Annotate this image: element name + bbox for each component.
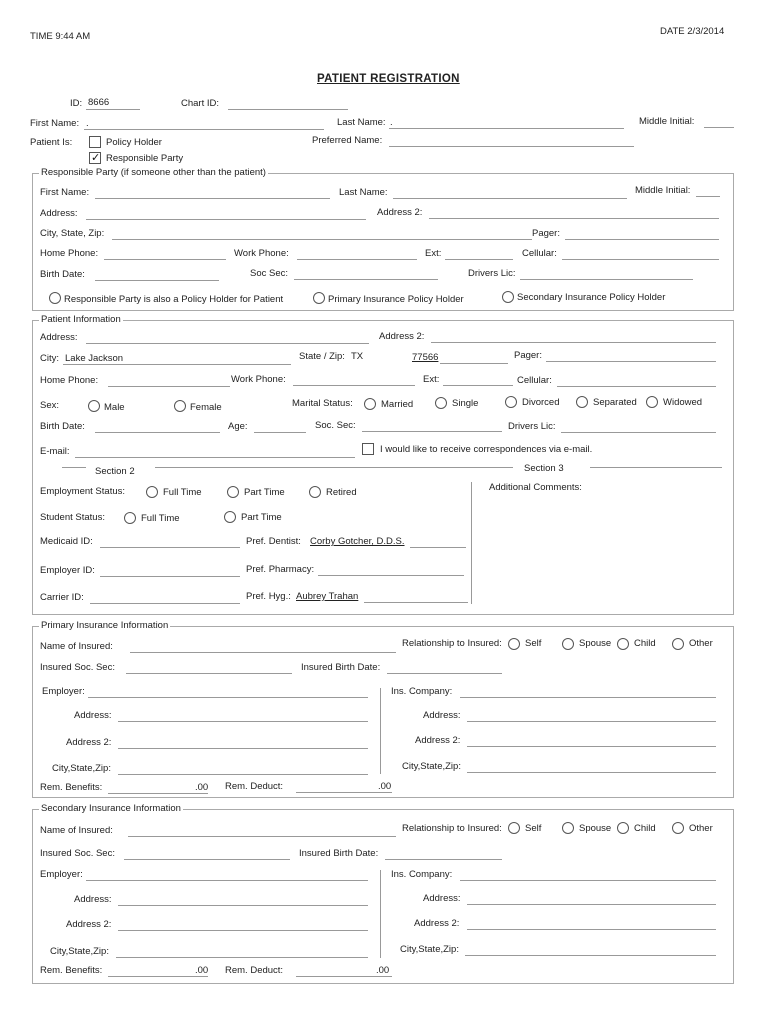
sec-self-radio[interactable] xyxy=(508,822,520,834)
rp-soc-sec-field[interactable] xyxy=(294,279,438,280)
sec-self-label: Self xyxy=(525,823,542,834)
pri-name-insured-field[interactable] xyxy=(130,652,396,653)
pri-ins-company-field[interactable] xyxy=(460,697,716,698)
pri-ins-address2-field[interactable] xyxy=(467,746,716,747)
sec-ins-address2-field[interactable] xyxy=(467,929,716,930)
rp-home-phone-label: Home Phone: xyxy=(40,248,99,259)
responsible-party-label: Responsible Party xyxy=(106,153,184,164)
pt-email-opt-checkbox[interactable] xyxy=(362,443,374,455)
policy-holder-label: Policy Holder xyxy=(106,137,162,148)
pri-rem-benefits-line xyxy=(108,793,208,794)
student-full-time-label: Full Time xyxy=(141,513,180,524)
page-title: PATIENT REGISTRATION xyxy=(317,73,460,85)
rp-pager-label: Pager: xyxy=(532,228,560,239)
pt-city-label: City: xyxy=(40,353,59,364)
pt-married-label: Married xyxy=(381,399,414,410)
pri-self-radio[interactable] xyxy=(508,638,520,650)
pri-birth-date-field[interactable] xyxy=(387,673,502,674)
pt-state-zip-label: State / Zip: xyxy=(299,351,345,362)
pt-email-opt-label: I would like to receive correspondences via e-mail. xyxy=(380,444,593,455)
pt-male-radio[interactable] xyxy=(88,400,100,412)
sec-child-label: Child xyxy=(634,823,656,834)
pt-pager-label: Pager: xyxy=(514,350,542,361)
student-part-time-radio[interactable] xyxy=(224,511,236,523)
pri-ins-address-label: Address: xyxy=(423,710,461,721)
middle-initial-field[interactable] xyxy=(704,127,734,128)
id-label: ID: xyxy=(70,98,83,109)
pref-hyg-line xyxy=(364,602,468,603)
sec-address-label: Address: xyxy=(74,894,112,905)
pt-city-line xyxy=(63,364,291,365)
medicaid-id-field[interactable] xyxy=(100,547,240,548)
rp-work-phone-label: Work Phone: xyxy=(234,248,289,259)
pt-separated-radio[interactable] xyxy=(576,396,588,408)
rp-drivers-lic-label: Drivers Lic: xyxy=(468,268,516,279)
pt-email-field[interactable] xyxy=(75,457,355,458)
pt-address2-field[interactable] xyxy=(431,342,716,343)
time-stamp: TIME 9:44 AM xyxy=(30,31,91,42)
pt-zip-value[interactable]: 77566 xyxy=(412,352,439,363)
rp-city-label: City, State, Zip: xyxy=(40,228,105,239)
sec-ins-company-label: Ins. Company: xyxy=(391,869,453,880)
patient-info-legend: Patient Information xyxy=(41,314,121,325)
pt-cellular-label: Cellular: xyxy=(517,375,552,386)
pt-widowed-radio[interactable] xyxy=(646,396,658,408)
employment-full-time-radio[interactable] xyxy=(146,486,158,498)
chart-id-field[interactable] xyxy=(228,109,348,110)
pri-soc-sec-label: Insured Soc. Sec: xyxy=(40,662,115,673)
pri-rem-benefits-label: Rem. Benefits: xyxy=(40,782,103,793)
pri-ins-company-label: Ins. Company: xyxy=(391,686,453,697)
pri-rem-benefits-value[interactable]: .00 xyxy=(195,782,209,793)
pref-pharmacy-field[interactable] xyxy=(318,575,464,576)
last-name-line xyxy=(389,128,624,129)
pref-hyg-value[interactable]: Aubrey Trahan xyxy=(296,591,359,602)
employment-retired-radio[interactable] xyxy=(309,486,321,498)
last-name-label: Last Name: xyxy=(337,117,386,128)
rp-ext-label: Ext: xyxy=(425,248,442,259)
pt-zip-line xyxy=(440,363,508,364)
employer-id-field[interactable] xyxy=(100,576,240,577)
additional-comments-area[interactable] xyxy=(488,496,716,602)
pri-city-label: City,State,Zip: xyxy=(52,763,111,774)
sec-spouse-label: Spouse xyxy=(579,823,612,834)
sec-city-label: City,State,Zip: xyxy=(50,946,109,957)
sec-soc-sec-label: Insured Soc. Sec: xyxy=(40,848,115,859)
sec-ins-address-field[interactable] xyxy=(467,904,716,905)
pri-address2-label: Address 2: xyxy=(66,737,112,748)
rp-last-name-field[interactable] xyxy=(393,198,627,199)
pri-address-field[interactable] xyxy=(118,721,368,722)
sec-rem-deduct-value[interactable]: .00 xyxy=(376,965,390,976)
pt-home-phone-label: Home Phone: xyxy=(40,375,99,386)
date-stamp: DATE 2/3/2014 xyxy=(660,26,725,37)
chart-id-label: Chart ID: xyxy=(181,98,220,109)
pt-age-label: Age: xyxy=(228,421,248,432)
sec-soc-sec-field[interactable] xyxy=(124,859,290,860)
pt-female-label: Female xyxy=(190,402,222,413)
pt-divorced-label: Divorced xyxy=(522,397,560,408)
pri-ins-address-field[interactable] xyxy=(467,721,716,722)
sec-rem-benefits-line xyxy=(108,976,208,977)
rp-primary-label: Primary Insurance Policy Holder xyxy=(328,294,464,305)
pri-divider xyxy=(380,688,381,774)
pt-marital-label: Marital Status: xyxy=(292,398,353,409)
rp-secondary-radio[interactable] xyxy=(502,291,514,303)
pri-employer-label: Employer: xyxy=(42,686,85,697)
rp-address2-field[interactable] xyxy=(429,218,719,219)
sec-ins-address-label: Address: xyxy=(423,893,461,904)
sec-ins-city-label: City,State,Zip: xyxy=(400,944,459,955)
sec-birth-date-label: Insured Birth Date: xyxy=(299,848,379,859)
sec-child-radio[interactable] xyxy=(617,822,629,834)
preferred-name-field[interactable] xyxy=(389,146,634,147)
student-full-time-radio[interactable] xyxy=(124,512,136,524)
pri-birth-date-label: Insured Birth Date: xyxy=(301,662,381,673)
section-divider xyxy=(471,482,472,604)
pt-pager-field[interactable] xyxy=(546,361,716,362)
pt-married-radio[interactable] xyxy=(364,398,376,410)
pt-drivers-lic-label: Drivers Lic: xyxy=(508,421,556,432)
sec-ins-company-field[interactable] xyxy=(460,880,716,881)
employment-full-time-label: Full Time xyxy=(163,487,202,498)
pt-soc-sec-field[interactable] xyxy=(362,431,502,432)
pt-single-radio[interactable] xyxy=(435,397,447,409)
pri-other-radio[interactable] xyxy=(672,638,684,650)
pref-dentist-value[interactable]: Corby Gotcher, D.D.S. xyxy=(310,536,405,547)
pt-male-label: Male xyxy=(104,402,125,413)
rp-cellular-label: Cellular: xyxy=(522,248,557,259)
pt-home-phone-field[interactable] xyxy=(108,386,230,387)
pri-ins-city-label: City,State,Zip: xyxy=(402,761,461,772)
medicaid-id-label: Medicaid ID: xyxy=(40,536,93,547)
sec-divider xyxy=(380,870,381,958)
patient-is-label: Patient Is: xyxy=(30,137,73,148)
pt-birth-date-label: Birth Date: xyxy=(40,421,85,432)
rp-city-field[interactable] xyxy=(112,239,532,240)
pt-address-field[interactable] xyxy=(86,343,369,344)
rp-address-field[interactable] xyxy=(86,219,366,220)
sec-address-field[interactable] xyxy=(118,905,368,906)
sec-name-insured-label: Name of Insured: xyxy=(40,825,113,836)
pt-widowed-label: Widowed xyxy=(663,397,703,408)
pt-address-label: Address: xyxy=(40,332,78,343)
section3-rule xyxy=(590,467,722,468)
pt-ext-label: Ext: xyxy=(423,374,440,385)
id-line xyxy=(86,109,140,110)
pt-sex-label: Sex: xyxy=(40,400,60,411)
section2-rule-left xyxy=(62,467,86,468)
rp-first-name-label: First Name: xyxy=(40,187,90,198)
pt-city-value[interactable]: Lake Jackson xyxy=(65,353,124,364)
preferred-name-label: Preferred Name: xyxy=(312,135,383,146)
rp-birth-date-field[interactable] xyxy=(95,280,219,281)
pri-ins-city-field[interactable] xyxy=(467,772,716,773)
pref-dentist-line xyxy=(410,547,466,548)
pt-divorced-radio[interactable] xyxy=(505,396,517,408)
rp-policy-holder-radio[interactable] xyxy=(49,292,61,304)
sec-spouse-radio[interactable] xyxy=(562,822,574,834)
sec-birth-date-field[interactable] xyxy=(385,859,502,860)
pt-drivers-lic-field[interactable] xyxy=(561,432,716,433)
employment-retired-label: Retired xyxy=(326,487,357,498)
secondary-insurance-legend: Secondary Insurance Information xyxy=(41,803,181,814)
pt-separated-label: Separated xyxy=(593,397,637,408)
rp-drivers-lic-field[interactable] xyxy=(520,279,693,280)
sec-address2-label: Address 2: xyxy=(66,919,112,930)
last-name-value[interactable]: . xyxy=(390,117,393,128)
sec-rem-benefits-label: Rem. Benefits: xyxy=(40,965,103,976)
middle-initial-label: Middle Initial: xyxy=(639,116,695,127)
sec-city-field[interactable] xyxy=(116,957,368,958)
first-name-label: First Name: xyxy=(30,118,80,129)
sec-rem-benefits-value[interactable]: .00 xyxy=(195,965,209,976)
first-name-value[interactable]: . xyxy=(86,118,89,129)
rp-last-name-label: Last Name: xyxy=(339,187,388,198)
sec-ins-address2-label: Address 2: xyxy=(414,918,460,929)
student-status-label: Student Status: xyxy=(40,512,105,523)
rp-primary-radio[interactable] xyxy=(313,292,325,304)
responsible-party-checkbox[interactable] xyxy=(89,152,101,164)
pt-age-field[interactable] xyxy=(254,432,306,433)
policy-holder-checkbox[interactable] xyxy=(89,136,101,148)
pt-soc-sec-label: Soc. Sec: xyxy=(315,420,356,431)
sec-employer-label: Employer: xyxy=(40,869,83,880)
sec-relationship-label: Relationship to Insured: xyxy=(402,823,502,834)
student-part-time-label: Part Time xyxy=(241,512,282,523)
rp-middle-initial-label: Middle Initial: xyxy=(635,185,691,196)
primary-insurance-legend: Primary Insurance Information xyxy=(41,620,169,631)
employment-status-label: Employment Status: xyxy=(40,486,126,497)
first-name-line xyxy=(84,129,324,130)
pri-other-label: Other xyxy=(689,638,713,649)
section2-rule-right xyxy=(155,467,513,468)
pt-email-label: E-mail: xyxy=(40,446,70,457)
sec-other-label: Other xyxy=(689,823,713,834)
pt-female-radio[interactable] xyxy=(174,400,186,412)
pri-relationship-label: Relationship to Insured: xyxy=(402,638,502,649)
rp-home-phone-field[interactable] xyxy=(104,259,226,260)
pt-work-phone-field[interactable] xyxy=(293,385,415,386)
pt-address2-label: Address 2: xyxy=(379,331,425,342)
id-value[interactable]: 8666 xyxy=(88,97,110,108)
rp-middle-initial-field[interactable] xyxy=(696,196,720,197)
pri-rem-deduct-label: Rem. Deduct: xyxy=(225,781,284,792)
sec-address2-field[interactable] xyxy=(118,930,368,931)
carrier-id-field[interactable] xyxy=(90,603,240,604)
rp-soc-sec-label: Soc Sec: xyxy=(250,268,289,279)
sec-other-radio[interactable] xyxy=(672,822,684,834)
rp-ext-field[interactable] xyxy=(445,259,513,260)
pref-hyg-label: Pref. Hyg.: xyxy=(246,591,291,602)
pt-state-value[interactable]: TX xyxy=(351,351,364,362)
pri-self-label: Self xyxy=(525,638,542,649)
pt-work-phone-label: Work Phone: xyxy=(231,374,286,385)
pri-address2-field[interactable] xyxy=(118,748,368,749)
pt-birth-date-field[interactable] xyxy=(95,432,220,433)
pri-ins-address2-label: Address 2: xyxy=(415,735,461,746)
pri-spouse-label: Spouse xyxy=(579,638,612,649)
pri-child-radio[interactable] xyxy=(617,638,629,650)
rp-pager-field[interactable] xyxy=(565,239,719,240)
carrier-id-label: Carrier ID: xyxy=(40,592,84,603)
pri-name-insured-label: Name of Insured: xyxy=(40,641,113,652)
pt-cellular-field[interactable] xyxy=(557,386,716,387)
rp-work-phone-field[interactable] xyxy=(297,259,417,260)
rp-first-name-field[interactable] xyxy=(95,198,330,199)
rp-secondary-label: Secondary Insurance Policy Holder xyxy=(517,292,666,303)
pri-address-label: Address: xyxy=(74,710,112,721)
pri-rem-deduct-value[interactable]: .00 xyxy=(378,781,392,792)
pri-soc-sec-field[interactable] xyxy=(126,673,292,674)
employment-part-time-label: Part Time xyxy=(244,487,285,498)
rp-cellular-field[interactable] xyxy=(562,259,719,260)
section3-title: Section 3 xyxy=(524,463,564,474)
employer-id-label: Employer ID: xyxy=(40,565,95,576)
pri-employer-field[interactable] xyxy=(88,697,368,698)
pref-pharmacy-label: Pref. Pharmacy: xyxy=(246,564,315,575)
sec-name-insured-field[interactable] xyxy=(128,836,396,837)
employment-part-time-radio[interactable] xyxy=(227,486,239,498)
section2-title: Section 2 xyxy=(95,466,135,477)
pri-spouse-radio[interactable] xyxy=(562,638,574,650)
rp-policy-holder-label: Responsible Party is also a Policy Holder for Patient xyxy=(64,294,284,305)
sec-rem-deduct-label: Rem. Deduct: xyxy=(225,965,284,976)
pt-single-label: Single xyxy=(452,398,479,409)
responsible-party-legend: Responsible Party (if someone other than the patient) xyxy=(41,167,266,178)
pref-dentist-label: Pref. Dentist: xyxy=(246,536,301,547)
additional-comments-label: Additional Comments: xyxy=(489,482,582,493)
rp-birth-date-label: Birth Date: xyxy=(40,269,85,280)
rp-address2-label: Address 2: xyxy=(377,207,423,218)
pri-city-field[interactable] xyxy=(118,774,368,775)
sec-employer-field[interactable] xyxy=(86,880,368,881)
pri-child-label: Child xyxy=(634,638,656,649)
rp-address-label: Address: xyxy=(40,208,78,219)
pt-ext-field[interactable] xyxy=(443,385,513,386)
sec-ins-city-field[interactable] xyxy=(465,955,716,956)
